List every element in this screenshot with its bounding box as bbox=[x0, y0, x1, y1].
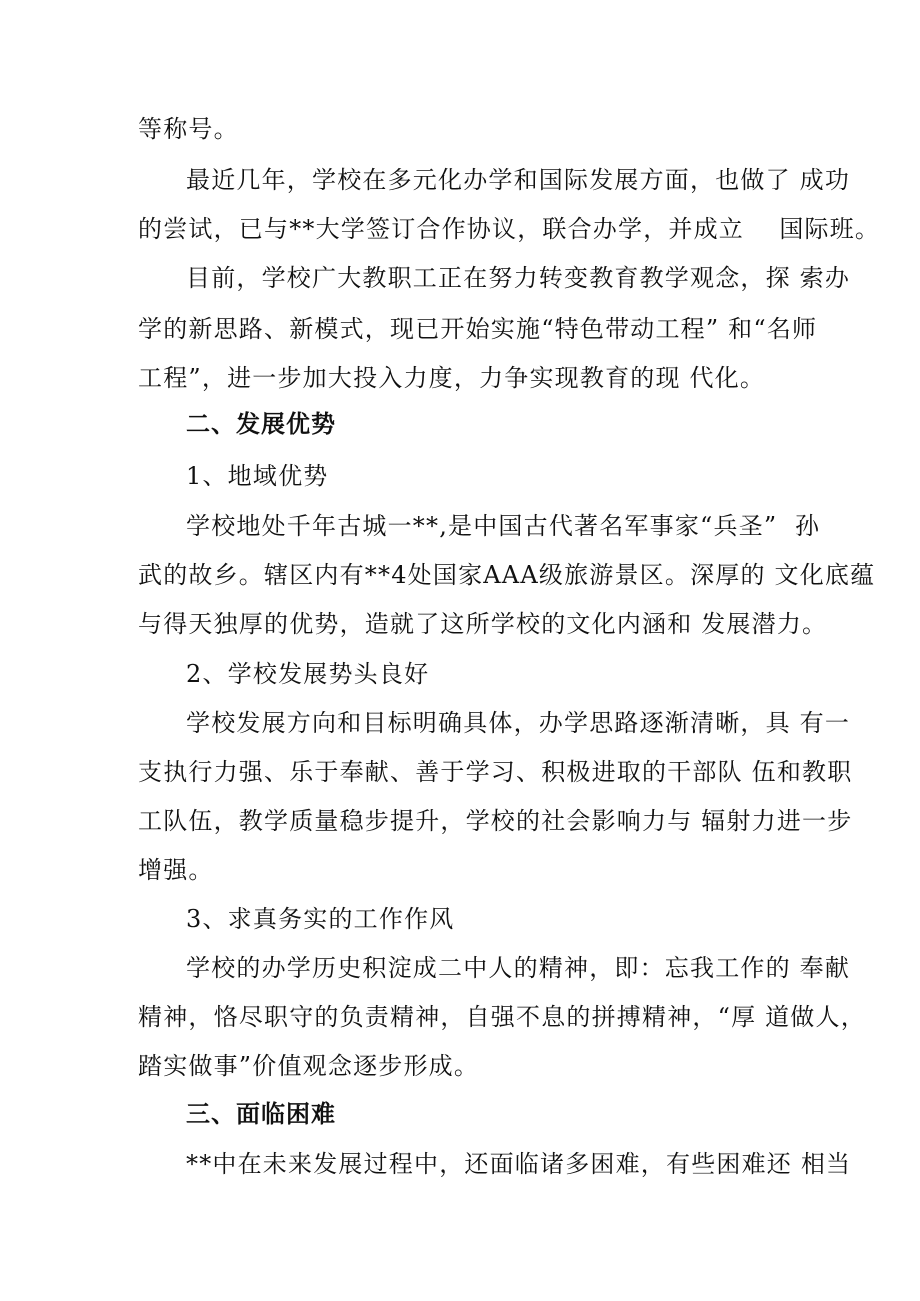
paragraph-line: 学校发展方向和目标明确具体，办学思路逐渐清晰，具 有一 bbox=[186, 709, 851, 737]
paragraph-line: 学的新思路、新模式，现已开始实施“特色带动工程” 和“名师 bbox=[138, 315, 818, 343]
paragraph-line: 学校的办学历史积淀成二中人的精神，即：忘我工作的 奉献 bbox=[186, 954, 851, 982]
paragraph-line: 工程”，进一步加大投入力度，力争实现教育的现 代化。 bbox=[138, 364, 766, 392]
section-heading: 三、面临困难 bbox=[186, 1100, 336, 1128]
subsection-heading: 2、学校发展势头良好 bbox=[186, 660, 430, 688]
subsection-heading: 1、地域优势 bbox=[186, 462, 329, 490]
paragraph-line: 支执行力强、乐于奉献、善于学习、积极进取的干部队 伍和教职 bbox=[138, 758, 853, 786]
paragraph-line: 学校地处千年古城一**,是中国古代著名军事家“兵圣” 孙 bbox=[186, 512, 821, 540]
paragraph-line: 与得天独厚的优势，造就了这所学校的文化内涵和 发展潜力。 bbox=[138, 610, 828, 638]
paragraph-line: 工队伍，教学质量稳步提升，学校的社会影响力与 辐射力进一步 bbox=[138, 807, 853, 835]
paragraph-line: 踏实做事”价值观念逐步形成。 bbox=[138, 1052, 480, 1080]
paragraph-line: 的尝试，已与**大学签订合作协议，联合办学，并成立 国际班。 bbox=[138, 215, 881, 243]
paragraph-line: 精神，恪尽职守的负责精神，自强不息的拼搏精神，“厚 道做人， bbox=[138, 1003, 866, 1031]
paragraph-line: 增强。 bbox=[138, 856, 214, 884]
subsection-heading: 3、求真务实的工作作风 bbox=[186, 905, 455, 933]
paragraph-line: 武的故乡。辖区内有**4处国家AAA级旅游景区。深厚的 文化底蕴 bbox=[138, 561, 876, 589]
section-heading: 二、发展优势 bbox=[186, 410, 336, 438]
paragraph-line: 目前，学校广大教职工正在努力转变教育教学观念，探 索办 bbox=[186, 264, 851, 292]
paragraph-line: 最近几年，学校在多元化办学和国际发展方面，也做了 成功 bbox=[186, 166, 851, 194]
paragraph-line: **中在未来发展过程中，还面临诸多困难，有些困难还 相当 bbox=[186, 1150, 852, 1178]
paragraph-line: 等称号。 bbox=[138, 115, 239, 143]
